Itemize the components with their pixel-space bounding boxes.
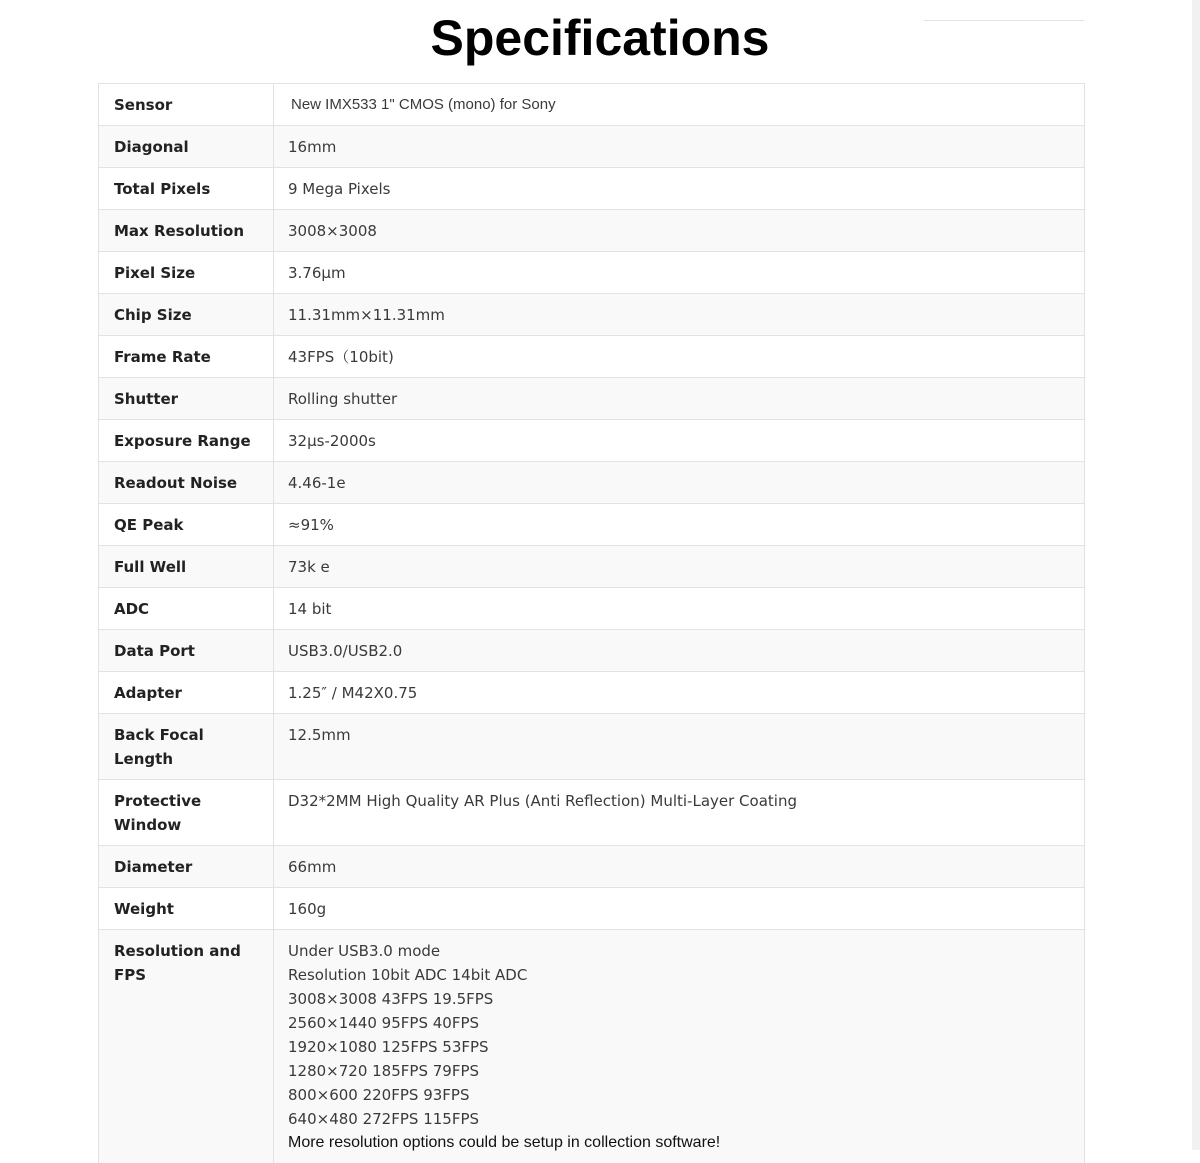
spec-label: Full Well <box>99 546 274 588</box>
resolution-line: 800×600 220FPS 93FPS <box>288 1083 1070 1107</box>
resolution-line: 1920×1080 125FPS 53FPS <box>288 1035 1070 1059</box>
spec-label: Weight <box>99 888 274 930</box>
spec-label: Resolution and FPS <box>99 930 274 1163</box>
spec-value: 160g <box>274 888 1085 930</box>
spec-label: Diameter <box>99 846 274 888</box>
spec-label: ADC <box>99 588 274 630</box>
spec-value: 14 bit <box>274 588 1085 630</box>
spec-value: 32μs-2000s <box>274 420 1085 462</box>
spec-label: Adapter <box>99 672 274 714</box>
resolution-line: 1280×720 185FPS 79FPS <box>288 1059 1070 1083</box>
spec-value: ≈91% <box>274 504 1085 546</box>
spec-label: Protective Window <box>99 780 274 846</box>
resolution-line: Resolution 10bit ADC 14bit ADC <box>288 963 1070 987</box>
spec-label: Max Resolution <box>99 210 274 252</box>
table-row <box>99 588 1085 630</box>
table-row <box>99 336 1085 378</box>
spec-label: Sensor <box>99 84 274 126</box>
table-row <box>99 672 1085 714</box>
spec-value: New IMX533 1" CMOS (mono) for Sony <box>274 84 1085 126</box>
spec-value: 1.25″ / M42X0.75 <box>274 672 1085 714</box>
spec-value: 66mm <box>274 846 1085 888</box>
spec-value: 3008×3008 <box>274 210 1085 252</box>
spec-label: Frame Rate <box>99 336 274 378</box>
spec-label: Data Port <box>99 630 274 672</box>
table-row <box>99 630 1085 672</box>
table-row <box>99 126 1085 168</box>
table-row <box>99 252 1085 294</box>
spec-value: 43FPS（10bit) <box>274 336 1085 378</box>
table-row <box>99 378 1085 420</box>
spec-value: 4.46-1e <box>274 462 1085 504</box>
page-title: Specifications <box>0 6 1200 70</box>
table-row <box>99 930 1085 1163</box>
specifications-table <box>98 83 1085 1163</box>
spec-label: Exposure Range <box>99 420 274 462</box>
spec-label: Shutter <box>99 378 274 420</box>
resolution-line: 2560×1440 95FPS 40FPS <box>288 1011 1070 1035</box>
table-row <box>99 888 1085 930</box>
resolution-line: 3008×3008 43FPS 19.5FPS <box>288 987 1070 1011</box>
spec-label: Diagonal <box>99 126 274 168</box>
table-row <box>99 462 1085 504</box>
table-row <box>99 504 1085 546</box>
spec-label: Total Pixels <box>99 168 274 210</box>
spec-value: USB3.0/USB2.0 <box>274 630 1085 672</box>
spec-value: 73k e <box>274 546 1085 588</box>
table-row <box>99 714 1085 780</box>
table-row <box>99 84 1085 126</box>
table-row <box>99 210 1085 252</box>
spec-value: 3.76μm <box>274 252 1085 294</box>
resolution-note: More resolution options could be setup in collection software! <box>288 1131 1070 1155</box>
resolution-line: 640×480 272FPS 115FPS <box>288 1107 1070 1131</box>
spec-value: 12.5mm <box>274 714 1085 780</box>
spec-label: Pixel Size <box>99 252 274 294</box>
table-row <box>99 780 1085 846</box>
resolution-line: Under USB3.0 mode <box>288 939 1070 963</box>
table-row <box>99 294 1085 336</box>
spec-value: 16mm <box>274 126 1085 168</box>
spec-value: Rolling shutter <box>274 378 1085 420</box>
table-row <box>99 168 1085 210</box>
spec-value: 9 Mega Pixels <box>274 168 1085 210</box>
spec-label: Back Focal Length <box>99 714 274 780</box>
spec-label: Readout Noise <box>99 462 274 504</box>
spec-label: Chip Size <box>99 294 274 336</box>
table-row <box>99 546 1085 588</box>
page-scrollbar[interactable] <box>1192 0 1200 1150</box>
spec-value: D32*2MM High Quality AR Plus (Anti Reflection) Multi-Layer Coating <box>274 780 1085 846</box>
header-divider <box>924 20 1084 21</box>
resolution-fps-value <box>274 930 1085 1163</box>
spec-value: 11.31mm×11.31mm <box>274 294 1085 336</box>
table-row <box>99 846 1085 888</box>
table-row <box>99 420 1085 462</box>
spec-label: QE Peak <box>99 504 274 546</box>
